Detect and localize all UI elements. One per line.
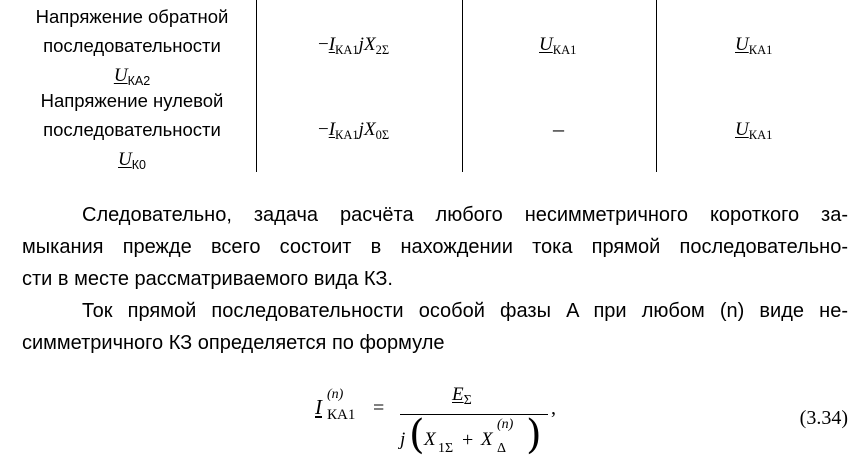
denominator-x2-subscript: Δ bbox=[497, 441, 507, 456]
equation-3-34 bbox=[0, 385, 868, 472]
left-paren: ( bbox=[409, 412, 425, 458]
paragraph-line: Ток прямой последовательности особой фазы A при любом (n) виде не- bbox=[82, 300, 848, 322]
denominator-x1: X bbox=[424, 429, 436, 450]
results-table bbox=[0, 0, 868, 172]
label-text: последовательности bbox=[43, 35, 221, 56]
row-label-negative-sequence bbox=[22, 2, 242, 96]
symbol-subscript: К0 bbox=[131, 158, 146, 172]
numerator-symbol: E bbox=[452, 384, 464, 405]
symbol-subscript: КА2 bbox=[127, 74, 151, 88]
cell-formula-r2c4: $U_{КА1}$ bbox=[735, 119, 773, 142]
paragraph-line: Следовательно, задача расчёта любого несимметричного короткого за- bbox=[82, 204, 848, 226]
comma: , bbox=[551, 397, 556, 419]
table-divider bbox=[656, 0, 657, 172]
plus-sign: + bbox=[462, 429, 474, 451]
right-paren: ) bbox=[526, 412, 542, 458]
equals-sign: = bbox=[373, 397, 385, 419]
cell-dash-r2c3: – bbox=[553, 116, 564, 141]
denominator-x1-subscript: 1Σ bbox=[438, 441, 454, 456]
denominator-x2: X bbox=[481, 429, 493, 450]
label-symbol bbox=[22, 144, 242, 180]
symbol-u: U bbox=[118, 149, 132, 170]
paragraph-2 bbox=[22, 295, 848, 359]
paragraph-line: симметричного КЗ определяется по формуле bbox=[22, 332, 445, 354]
denominator-x2-superscript: (n) bbox=[497, 417, 514, 432]
cell-formula-r2c2: $-I_{КА1}jX_{0\Sigma}$ bbox=[318, 119, 390, 142]
cell-formula-r1c3: $U_{КА1}$ bbox=[539, 34, 577, 57]
row-label-zero-sequence bbox=[22, 86, 242, 180]
cell-formula-r1c2: $-I_{КА1}jX_{2\Sigma}$ bbox=[318, 34, 390, 57]
table-divider bbox=[256, 0, 257, 172]
cell-formula-r1c4: $U_{КА1}$ bbox=[735, 34, 773, 57]
numerator bbox=[452, 383, 472, 409]
paragraph-line: сти в месте рассматриваемого вида КЗ. bbox=[22, 268, 393, 290]
table-divider bbox=[462, 0, 463, 172]
label-text: Напряжение нулевой bbox=[40, 90, 224, 111]
equation-lhs bbox=[315, 387, 356, 423]
label-text: Напряжение обратной bbox=[35, 6, 229, 27]
symbol-u: U bbox=[113, 65, 128, 86]
paragraph-line: мыкания прежде всего состоит в нахождении тока прямой последовательно- bbox=[22, 236, 848, 258]
lhs-symbol: I bbox=[315, 395, 322, 419]
lhs-superscript: (n) bbox=[327, 387, 344, 402]
paragraph-1 bbox=[22, 199, 848, 295]
lhs-subscript: КА1 bbox=[327, 407, 356, 423]
numerator-subscript: Σ bbox=[463, 393, 472, 408]
equation-number: (3.34) bbox=[799, 407, 848, 429]
label-text: последовательности bbox=[43, 119, 221, 140]
denominator-j: j bbox=[400, 429, 406, 450]
